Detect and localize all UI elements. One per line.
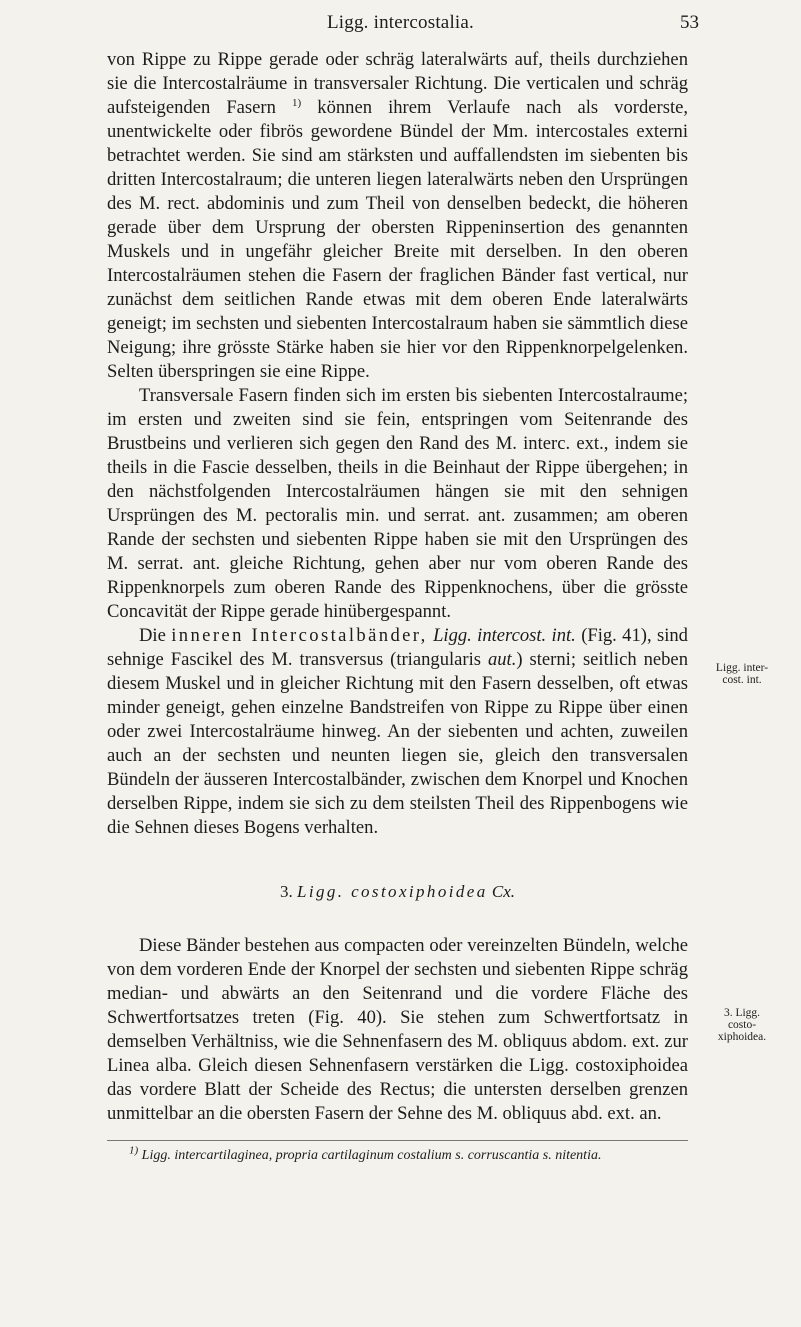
footnote: $^{1)}$ Ligg. intercartilaginea, propria cartilaginum costalium s. corruscantia s. nitentia.: [129, 1144, 602, 1163]
footnote-ref: 1): [292, 96, 302, 109]
page-header: [0, 12, 801, 36]
margin-note-intercost: Ligg. inter- cost. int.: [715, 662, 769, 686]
page-number: 53: [680, 12, 699, 33]
spaced-term: inneren Intercostalbänder,: [171, 625, 428, 646]
margin-note-costoxiphoidea: 3. Ligg. costo- xiphoidea.: [717, 1007, 767, 1043]
italic-term: Ligg. intercost. int.: [433, 625, 576, 646]
paragraph-2: Transversale Fasern finden sich im ersten bis siebenten Intercostalraume; im ersten und zweiten sind sie fein, entspringen vom Seitenrande des Brustbeins und verlieren sich gegen den Rand des M. interc. ext., indem sie theils in die Fascie desselben, theils in die Beinhaut der Rippe übergehen; in den nächstfolgenden Intercostalräumen hängen sie mit den sehnigen Ursprüngen des M. pectoralis min. und serrat. ant. zusammen; am oberen Rande der sechsten und siebenten Rippe haben sie mit den Ursprüngen des M. serrat. ant. gleiche Richtung, gehen aber nur vom oberen Rande des Rippenknorpels zum oberen Rande des Rippenknochens, über die grösste Concavität der Rippe gerade hinübergespannt.: [107, 385, 688, 622]
paragraph-4: Diese Bänder bestehen aus compacten oder vereinzelten Bündeln, welche von dem vorderen Ende der Knorpel der sechsten und siebenten Rippe schräg median- und abwärts an den Seitenrand und die vordere Fläche des Schwertfortsatzes treten (Fig. 40). Sie stehen zum Schwertfortsatz in demselben Verhältniss, wie die Sehnenfasern des M. obliquus abdom. ext. zur Linea alba. Gleich diesen Sehnenfasern verstärken die Ligg. costoxiphoidea das vordere Blatt der Scheide des Rectus; die untersten derselben grenzen unmittelbar an die obersten Fasern der Sehne des M. obliquus abd. ext. an.: [107, 935, 688, 1124]
footnote-rule: [107, 1140, 688, 1141]
paragraph-3: Die inneren Intercostalbänder, Ligg. intercost. int. (Fig. 41), sind sehnige Fascikel des M. transversus (triangularis aut.) sterni; seitlich neben diesem Muskel und in gleicher Richtung mit den Fasern desselben, oft etwas minder geneigt, gehen einzelne Bandstreifen von Rippe zu Rippe über einen oder zwei Intercostalräume hinweg. An der siebenten und achten, zuweilen auch an der sechsten und neunten liegen sie, gleich den transversalen Bündeln der äusseren Intercostalbänder, zwischen dem Knorpel und Knochen derselben Rippe, indem sie sich zu dem steilsten Theil des Rippenbogens wie die Sehnen dieses Bogens verhalten.: [107, 625, 688, 838]
main-text: [107, 48, 688, 1165]
running-title: Ligg. intercostalia.: [327, 12, 474, 33]
section-heading: 3. Ligg. costoxiphoidea Cx.: [280, 882, 515, 901]
paragraph-1: von Rippe zu Rippe gerade oder schräg lateralwärts auf, theils durchziehen sie die Intercostalräume in transversaler Richtung. Die verticalen und schräg aufsteigenden Fasern $^{1)}$ können ihrem Verlaufe nach als vorderste, unentwickelte oder fibrös gewordene Bündel der Mm. intercostales externi betrachtet werden. Sie sind am stärksten und auffallendsten im siebenten bis dritten Intercostalraum; die unteren liegen lateralwärts neben den Ursprüngen des M. rect. abdominis und zum Theil von denselben bedeckt, die höheren gerade über dem Ursprung der obersten Rippeninsertion des genannten Muskels und in ungefähr gleicher Breite mit derselben. In den oberen Intercostalräumen stehen die Fasern der fraglichen Bänder fast vertical, nur zunächst dem seitlichen Rande etwas mit dem oberen Ende lateralwärts geneigt; im sechsten und siebenten Intercostalraum haben sie sämmtlich diese Neigung; ihre grösste Stärke haben sie hier vor den Rippenknorpelgelenken. Selten überspringen sie eine Rippe.: [107, 49, 689, 382]
